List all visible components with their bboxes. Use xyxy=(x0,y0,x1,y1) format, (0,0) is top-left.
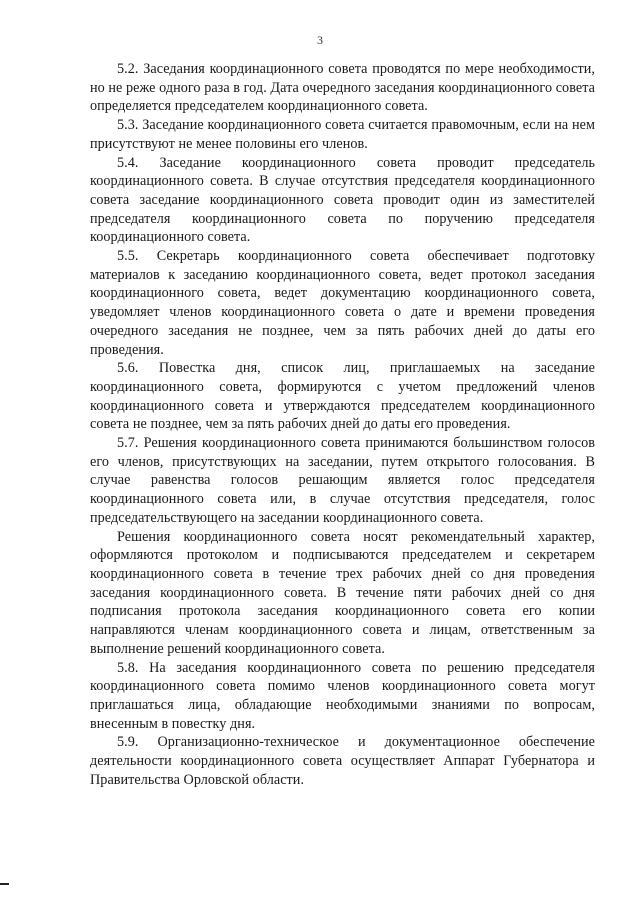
paragraph-5-7-decisions: Решения координационного совета носят рекомендательный характер, оформляются протоколом и подписываются председателем и секретарем координационного совета в течение трех рабочих дней со дня проведения заседания координационного совета. В течение пяти рабочих дней со дня подписания протокола заседания координационного совета его копии направляются членам координационного совета и лицам, ответственным за выполнение решений координационного совета. xyxy=(90,528,595,657)
paragraph-5-9: 5.9. Организационно-техническое и документационное обеспечение деятельности координационного совета осуществляет Аппарат Губернатора и Правительства Орловской области. xyxy=(90,734,595,788)
paragraph-5-5: 5.5. Секретарь координационного совета обеспечивает подготовку материалов к заседанию координационного совета, ведет протокол заседания координационного совета, ведет документацию координационного совета, уведомляет членов координационного совета о дате и времени проведения очередного заседания не позднее, чем за пять рабочих дней до даты его проведения. xyxy=(90,248,595,358)
page-number: 3 xyxy=(317,33,323,47)
paragraph-5-6: 5.6. Повестка дня, список лиц, приглашаемых на заседание координационного совета, формируются с учетом предложений членов координационного совета и утверждаются председателем координационного совета не позднее, чем за пять рабочих дней до даты его проведения. xyxy=(90,360,595,433)
paragraph-5-4: 5.4. Заседание координационного совета проводит председатель координационного совета. В случае отсутствия председателя координационного совета заседание координационного совета проводит один из заместителей председателя координационного совета по поручению председателя координационного совета. xyxy=(90,154,595,246)
paragraph-5-7: 5.7. Решения координационного совета принимаются большинством голосов его членов, присутствующих на заседании, путем открытого голосования. В случае равенства голосов решающим является голос председателя координационного совета или, в случае отсутствия председателя, голос председательствующего на заседании координационного совета. xyxy=(90,435,595,526)
document-body xyxy=(90,60,595,789)
scan-edge-mark xyxy=(0,883,9,885)
paragraph-5-8: 5.8. На заседания координационного совета по решению председателя координационного совета помимо членов координационного совета могут приглашаться лица, обладающие необходимыми знаниями по вопросам, внесенным в повестку дня. xyxy=(90,659,595,732)
paragraph-5-3: 5.3. Заседание координационного совета считается правомочным, если на нем присутствуют не менее половины его членов. xyxy=(90,117,595,152)
paragraph-5-2: 5.2. Заседания координационного совета проводятся по мере необходимости, но не реже одного раза в год. Дата очередного заседания координационного совета определяется председателем координационного совета. xyxy=(90,61,595,115)
